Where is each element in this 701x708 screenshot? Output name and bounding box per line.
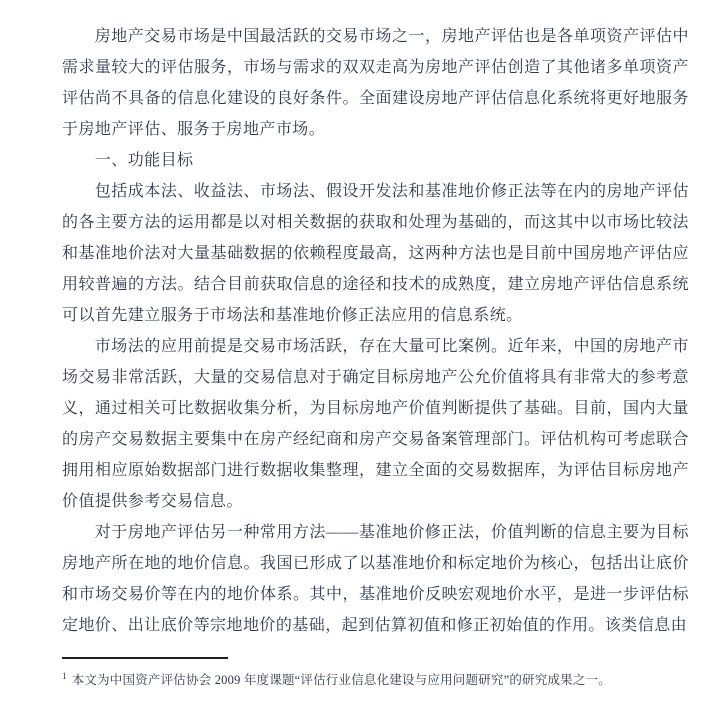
footnote-text [62,667,689,690]
text-line: 义，通过相关可比数据收集分析，为目标房地产价值判断提供了基础。目前，国内大量 [62,400,689,417]
text-line: 对于房地产评估另一种常用方法——基准地价修正法，价值判断的信息主要为目标 [94,524,689,541]
text-line: 需求量较大的评估服务，市场与需求的双双走高为房地产评估创造了其他诸多单项资产 [62,59,689,76]
text-line: 的房产交易数据主要集中在房产经纪商和房产交易备案管理部门。评估机构可考虑联合 [62,431,689,448]
footnote-separator [62,657,228,659]
text-line: 市场法的应用前提是交易市场活跃，存在大量可比案例。近年来，中国的房地产市 [94,338,689,355]
text-line: 包括成本法、收益法、市场法、假设开发法和基准地价修正法等在内的房地产评估 [94,183,689,200]
text-line: 于房地产评估、服务于房地产市场。 [62,121,326,138]
text-line: 房地产交易市场是中国最活跃的交易市场之一，房地产评估也是各单项资产评估中 [94,28,689,45]
document-body [62,21,689,641]
text-line: 价值提供参考交易信息。 [62,493,243,510]
text-line: 定地价、出让底价等宗地地价的基础，起到估算初值和修正初始值的作用。该类信息由 [62,617,688,634]
text-line: 拥用相应原始数据部门进行数据收集整理，建立全面的交易数据库，为评估目标房地产 [62,462,689,479]
text-line: 的各主要方法的运用都是以对相关数据的获取和处理为基础的，而这其中以市场比较法 [62,214,689,231]
footnote-area [62,657,689,690]
text-line: 用较普遍的方法。结合目前获取信息的途径和技术的成熟度，建立房地产评估信息系统 [62,276,689,293]
text-line: 可以首先建立服务于市场法和基准地价修正法应用的信息系统。 [62,307,523,324]
footnote-marker: 1 [62,671,67,681]
section-heading-text: 一、功能目标 [94,152,194,169]
text-line: 和市场交易价等在内的地价体系。其中，基准地价反映宏观地价水平，是进一步评估标 [62,586,689,603]
text-line: 房地产所在地的地价信息。我国已形成了以基准地价和标定地价为核心，包括出让底价 [62,555,689,572]
text-line: 场交易非常活跃，大量的交易信息对于确定目标房地产公允价值将具有非常大的参考意 [62,369,689,386]
footnote-content: 本文为中国资产评估协会 2009 年度课题“评估行业信息化建设与应用问题研究”的研究成果之一。 [71,673,611,688]
text-line: 评估尚不具备的信息化建设的良好条件。全面建设房地产评估信息化系统将更好地服务 [62,90,689,107]
text-line: 和基准地价法对大量基础数据的依赖程度最高，这两种方法也是目前中国房地产评估应 [62,245,689,262]
